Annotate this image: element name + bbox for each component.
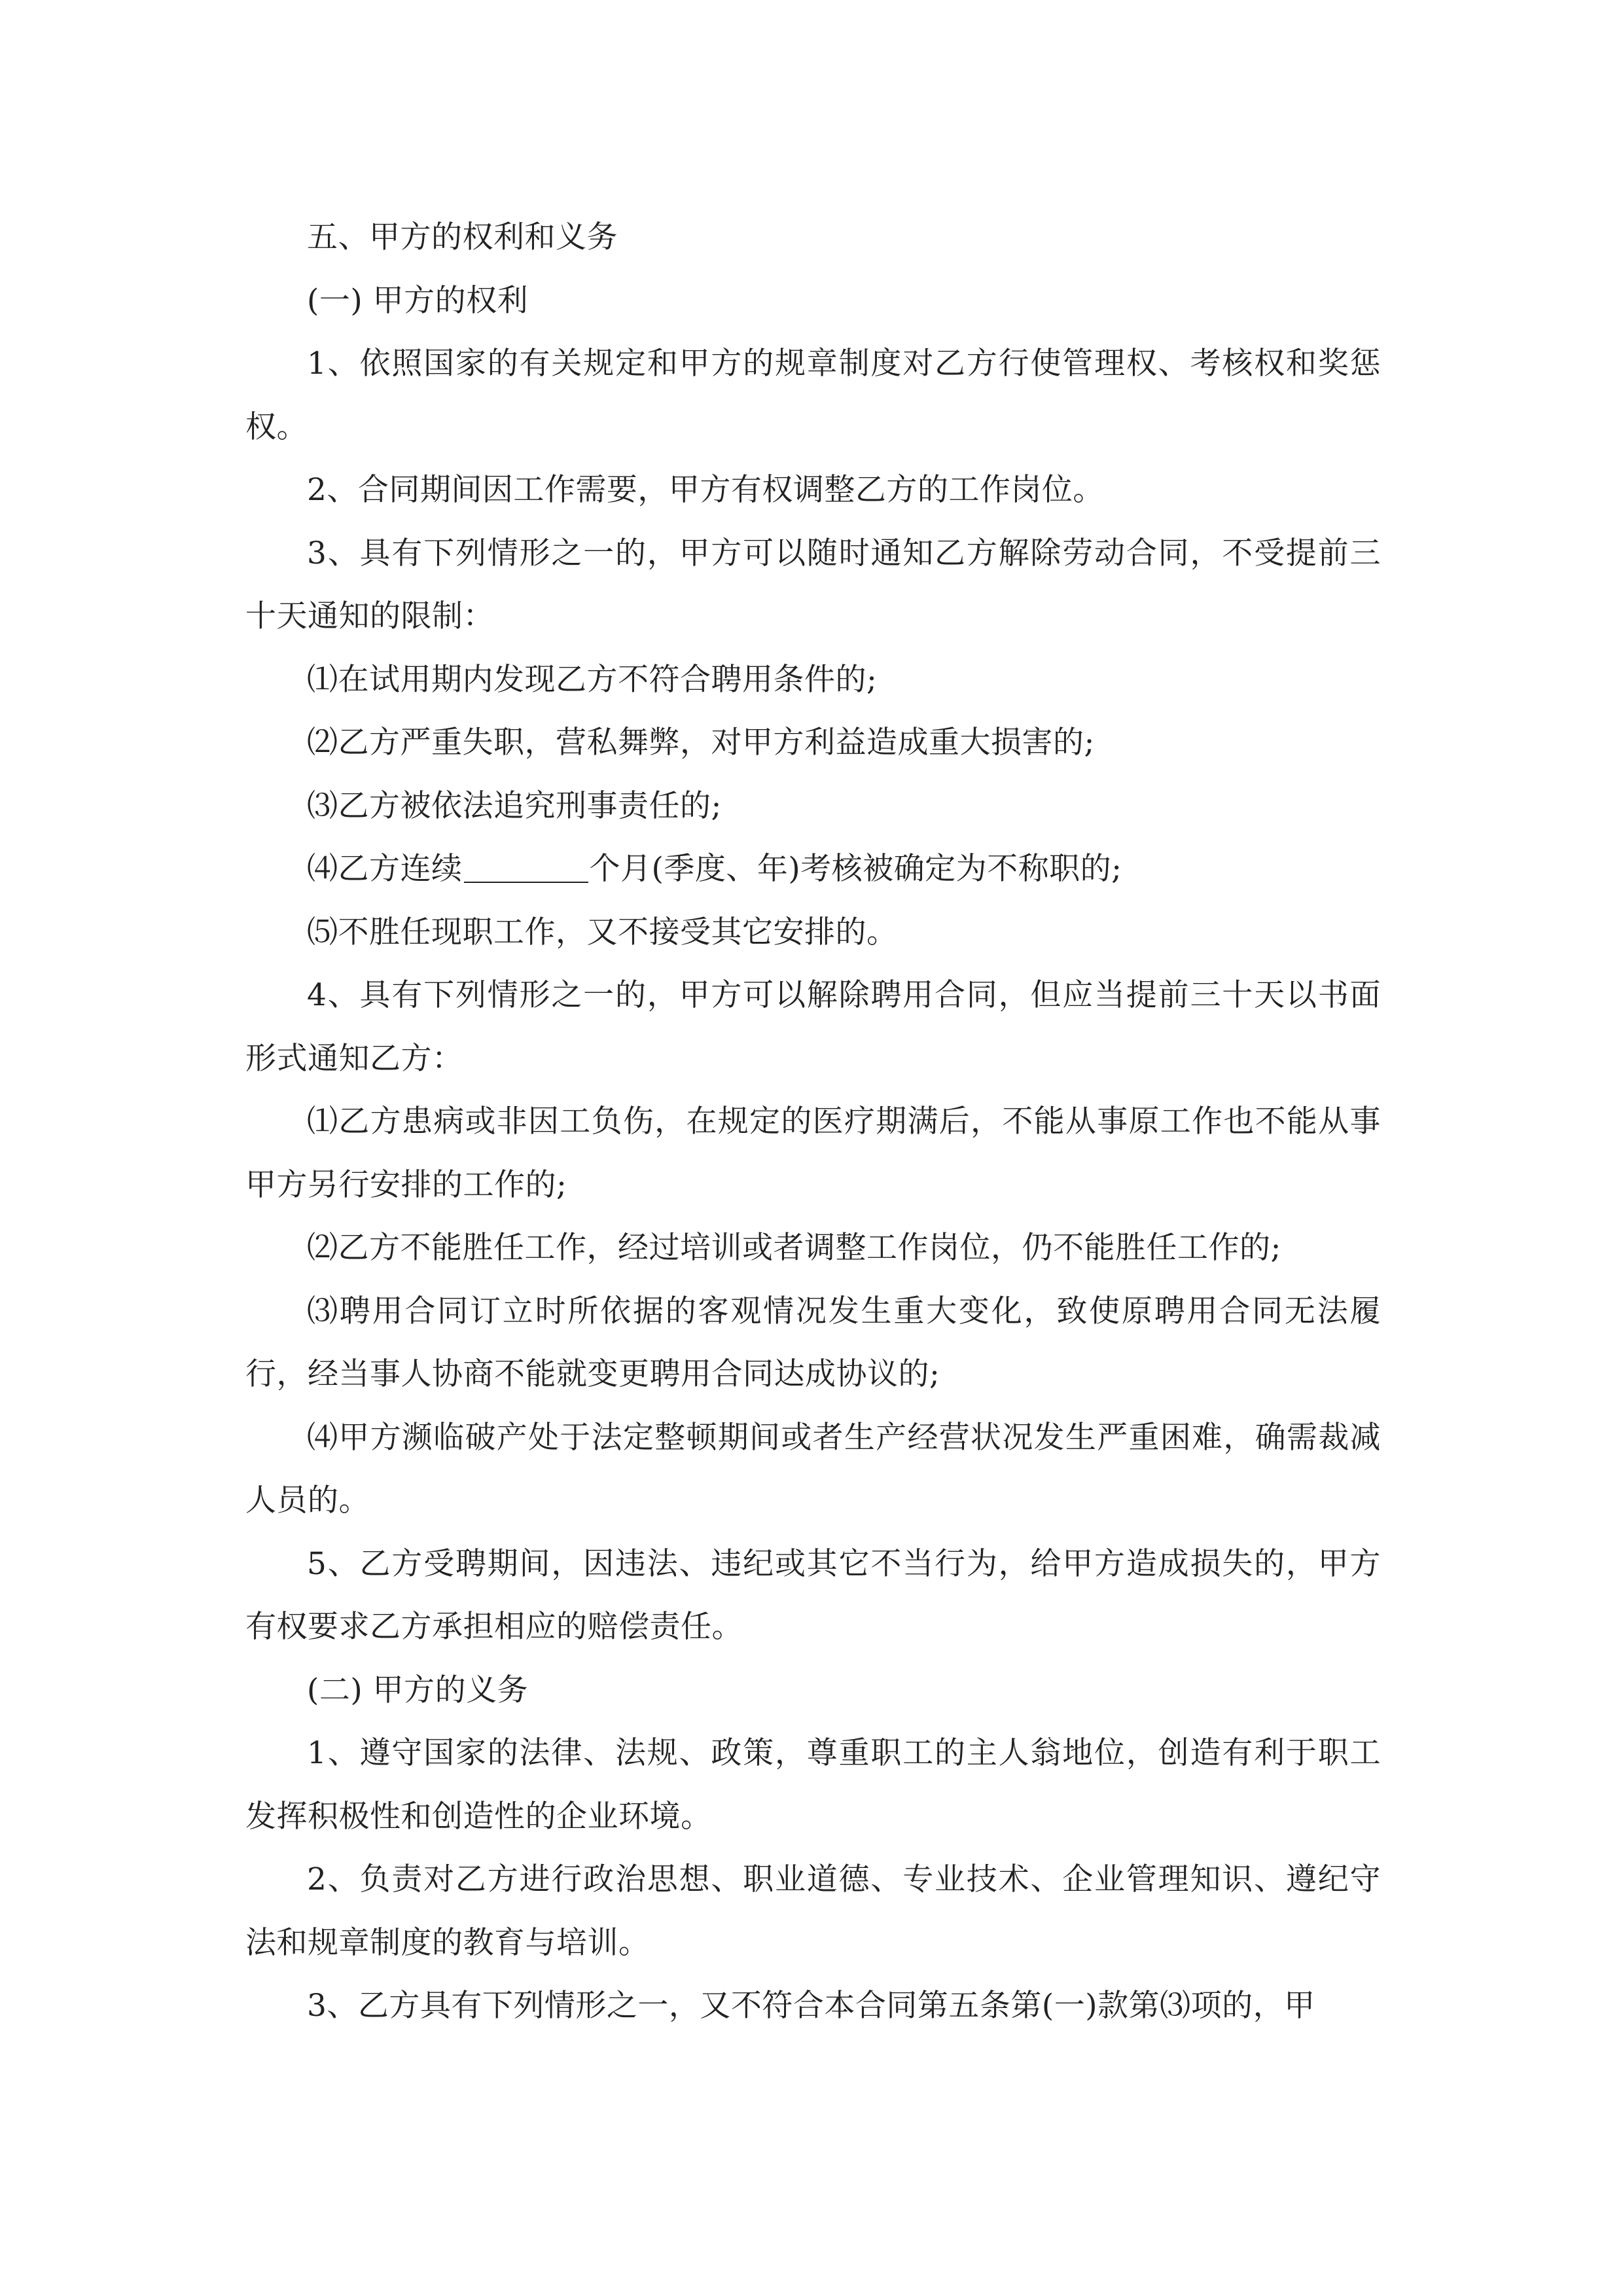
list-item: ⑴在试用期内发现乙方不符合聘用条件的; (307, 661, 878, 698)
paragraph: 3、具有下列情形之一的，甲方可以随时通知乙方解除劳动合同，不受提前三十天通知的限制： (245, 535, 1381, 634)
list-item: ⑶乙方被依法追究刑事责任的; (307, 787, 722, 824)
paragraph: 1、依照国家的有关规定和甲方的规章制度对乙方行使管理权、考核权和奖惩权。 (245, 346, 1381, 445)
list-item: ⑷甲方濒临破产处于法定整顿期间或者生产经营状况发生严重困难，确需裁减人员的。 (245, 1419, 1381, 1518)
section-heading-five: 五、甲方的权利和义务 (307, 219, 618, 255)
paragraph: 2、合同期间因工作需要，甲方有权调整乙方的工作岗位。 (307, 472, 1104, 508)
fill-in-blank (464, 851, 588, 883)
list-item: ⑴乙方患病或非因工负伤，在规定的医疗期满后，不能从事原工作也不能从事甲方另行安排的工作的; (245, 1103, 1381, 1203)
list-item-with-blank (245, 838, 1381, 901)
list-item: ⑸不胜任现职工作，又不接受其它安排的。 (307, 914, 898, 950)
list-item: ⑵乙方不能胜任工作，经过培训或者调整工作岗位，仍不能胜任工作的; (307, 1230, 1281, 1266)
paragraph: 1、遵守国家的法律、法规、政策，尊重职工的主人翁地位，创造有利于职工发挥积极性和创造性的企业环境。 (245, 1735, 1381, 1835)
subsection-heading-obligations: (二) 甲方的义务 (307, 1672, 529, 1708)
document-body (245, 206, 1381, 2038)
list-item: ⑶聘用合同订立时所依据的客观情况发生重大变化，致使原聘用合同无法履行，经当事人协商不能就变更聘用合同达成协议的; (245, 1293, 1381, 1392)
paragraph: 5、乙方受聘期间，因违法、违纪或其它不当行为，给甲方造成损失的，甲方有权要求乙方承担相应的赔偿责任。 (245, 1545, 1381, 1645)
paragraph: 3、乙方具有下列情形之一，又不符合本合同第五条第(一)款第⑶项的，甲 (307, 1988, 1315, 2024)
paragraph: 2、负责对乙方进行政治思想、职业道德、专业技术、企业管理知识、遵纪守法和规章制度的教育与培训。 (245, 1861, 1381, 1961)
list-item-text: 个月(季度、年)考核被确定为不称职的; (589, 851, 1122, 887)
list-item-text: ⑷乙方连续 (307, 851, 463, 887)
subsection-heading-rights: (一) 甲方的权利 (307, 282, 529, 319)
paragraph: 4、具有下列情形之一的，甲方可以解除聘用合同，但应当提前三十天以书面形式通知乙方： (245, 977, 1381, 1077)
list-item: ⑵乙方严重失职，营私舞弊，对甲方利益造成重大损害的; (307, 725, 1095, 761)
